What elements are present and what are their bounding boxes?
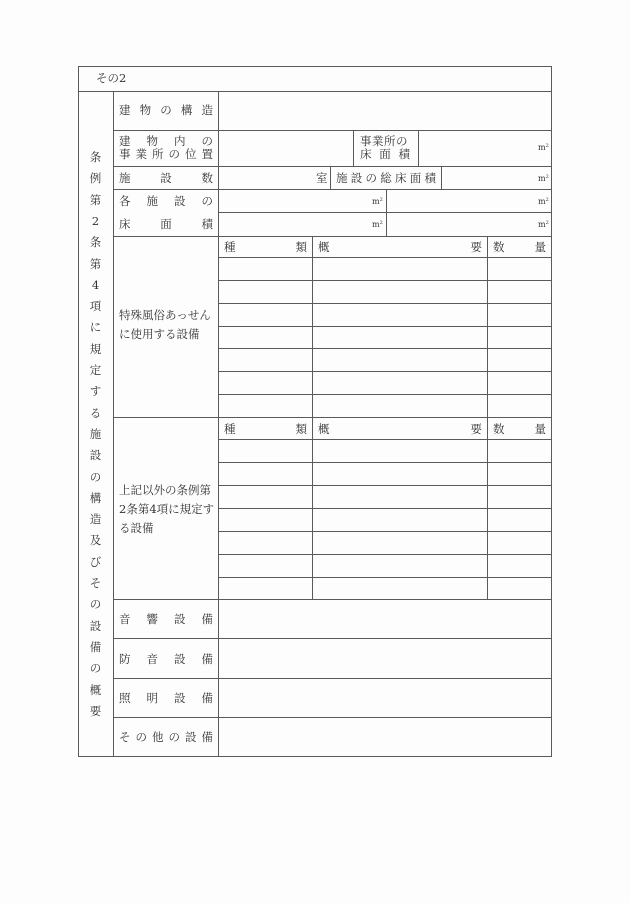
- side-heading-divider: [113, 91, 114, 757]
- equipment-summary-cell[interactable]: [317, 580, 482, 597]
- equipment-quantity-cell[interactable]: [492, 398, 546, 415]
- other-equipment-label-line2: 2条第4項に規定す: [119, 502, 215, 516]
- row-divider: [218, 554, 552, 555]
- label-char: 施: [146, 194, 158, 208]
- label-char: 備: [201, 730, 213, 744]
- label-char: 量: [534, 240, 546, 254]
- row-divider: [218, 326, 552, 327]
- label-char: の: [201, 194, 213, 208]
- label-char: 造: [201, 103, 213, 117]
- label-char: 建: [119, 103, 131, 117]
- row-divider: [218, 485, 552, 486]
- row-divider: [218, 348, 552, 349]
- row-divider: [218, 257, 552, 258]
- other-facilities-label: [119, 730, 213, 744]
- equipment-type-cell[interactable]: [223, 489, 307, 506]
- label-char: 床: [119, 217, 131, 231]
- total-floor-area-field[interactable]: [442, 167, 538, 189]
- lighting-equipment-label: [119, 691, 213, 705]
- equipment-type-cell[interactable]: [223, 376, 307, 393]
- side-heading-char: の: [89, 661, 102, 676]
- row-divider: [218, 531, 552, 532]
- equipment-quantity-cell[interactable]: [492, 261, 546, 278]
- room-unit: 室: [316, 171, 328, 185]
- equipment-quantity-cell[interactable]: [492, 512, 546, 529]
- label-char: 防: [119, 652, 131, 666]
- table-border-right: [551, 66, 552, 757]
- office-location-label-line2: [119, 147, 213, 161]
- unit-m: m: [538, 197, 546, 206]
- unit-m: m: [372, 220, 380, 229]
- label-char: 響: [146, 612, 158, 626]
- label-char: 床: [395, 171, 407, 185]
- label-char: 設: [350, 171, 363, 185]
- row-divider: [218, 508, 552, 509]
- equipment-summary-cell[interactable]: [317, 489, 482, 506]
- facility-count-label: [119, 171, 213, 185]
- side-heading-char: の: [89, 597, 102, 612]
- equipment-quantity-cell[interactable]: [492, 558, 546, 575]
- side-heading-char: 設: [89, 448, 102, 463]
- each-facility-area-label-line1: [119, 194, 213, 208]
- equipment-summary-cell[interactable]: [317, 398, 482, 415]
- label-char: の: [160, 103, 172, 117]
- equipment-summary-cell[interactable]: [317, 535, 482, 552]
- equipment-summary-cell[interactable]: [317, 376, 482, 393]
- table-border-top: [78, 66, 552, 67]
- label-char: 積: [424, 171, 436, 185]
- label-char: 概: [318, 422, 330, 436]
- side-heading-char: す: [89, 384, 102, 399]
- label-char: 所: [152, 147, 164, 161]
- label-char: 設: [174, 194, 186, 208]
- building-structure-field[interactable]: [219, 92, 551, 130]
- equipment-summary-cell[interactable]: [317, 512, 482, 529]
- unit-sup: 2: [379, 197, 383, 203]
- column-header-summary: [318, 240, 482, 254]
- column-header-type: [224, 240, 307, 254]
- side-heading-char: 条: [89, 150, 102, 164]
- label-char: 各: [119, 194, 131, 208]
- label-char: 音: [146, 652, 158, 666]
- label-char: の: [365, 171, 377, 185]
- label-char: 設: [185, 730, 197, 744]
- column-header-type: [224, 422, 307, 436]
- side-heading-char: 及: [89, 533, 102, 548]
- label-char: の: [135, 730, 147, 744]
- label-char: 物: [146, 134, 158, 148]
- other-equipment-label-line3: る設備: [119, 521, 154, 535]
- equipment-quantity-cell[interactable]: [492, 353, 546, 370]
- office-floor-area-field[interactable]: [419, 131, 539, 166]
- label-char: 施: [119, 171, 131, 185]
- equipment-quantity-cell[interactable]: [492, 466, 546, 483]
- label-char: 数: [201, 171, 213, 185]
- equipment-summary-cell[interactable]: [317, 558, 482, 575]
- sound-equipment-label: [119, 612, 213, 626]
- side-heading-char: 規: [89, 341, 102, 356]
- label-char: 設: [174, 691, 186, 705]
- label-char: の: [201, 134, 213, 148]
- row-divider: [218, 462, 552, 463]
- side-heading-char: 第: [89, 192, 102, 207]
- side-heading-char: 4: [91, 277, 100, 292]
- side-heading-char: 設: [89, 618, 102, 633]
- row-divider: [218, 577, 552, 578]
- equipment-quantity-cell[interactable]: [492, 489, 546, 506]
- side-heading-char: 構: [89, 490, 102, 505]
- label-char: 位: [185, 147, 197, 161]
- equipment-type-cell[interactable]: [223, 580, 307, 597]
- label-char: 構: [180, 103, 193, 117]
- office-floor-area-label-line1: 事業所の: [360, 134, 408, 148]
- label-char: 種: [224, 422, 236, 436]
- each-area-field-1[interactable]: [219, 190, 371, 212]
- side-heading-char: 要: [89, 703, 102, 718]
- building-structure-label: [119, 103, 213, 117]
- facility-count-field[interactable]: [219, 167, 315, 189]
- side-heading-char: 概: [89, 682, 102, 697]
- label-char: 業: [135, 147, 147, 161]
- each-area-field-4[interactable]: [387, 213, 537, 236]
- area-unit: [372, 220, 383, 230]
- equipment-quantity-cell[interactable]: [492, 307, 546, 324]
- column-header-quantity: [493, 240, 546, 254]
- side-heading-char: る: [89, 405, 102, 420]
- side-heading-char: 定: [89, 363, 102, 377]
- equipment-quantity-cell[interactable]: [492, 330, 546, 347]
- unit-m: m: [538, 220, 546, 229]
- unit-m: m: [372, 197, 380, 206]
- equipment-quantity-cell[interactable]: [492, 284, 546, 301]
- equipment-summary-cell[interactable]: [317, 284, 482, 301]
- col-divider: [353, 130, 354, 166]
- label-char: の: [168, 730, 180, 744]
- label-char: 音: [119, 612, 131, 626]
- special-equipment-label-line2: に使用する設備: [119, 327, 200, 341]
- equipment-summary-cell[interactable]: [317, 307, 482, 324]
- office-location-label-line1: [119, 134, 213, 148]
- office-location-field[interactable]: [219, 131, 353, 166]
- row-divider: [218, 394, 552, 395]
- side-heading-char: 備: [89, 639, 102, 654]
- equipment-summary-cell[interactable]: [317, 261, 482, 278]
- area-unit: [538, 220, 549, 230]
- equipment-summary-cell[interactable]: [317, 330, 482, 347]
- special-equipment-label-line1: 特殊風俗あっせん: [119, 308, 211, 322]
- lighting-equipment-field[interactable]: [219, 679, 551, 717]
- other-facilities-field[interactable]: [219, 718, 551, 756]
- label-char: 面: [409, 171, 422, 185]
- column-header-quantity: [493, 422, 546, 436]
- unit-sup: 2: [545, 174, 549, 180]
- equipment-quantity-cell[interactable]: [492, 376, 546, 393]
- unit-sup: 2: [379, 220, 383, 226]
- unit-m: m: [538, 143, 546, 152]
- equipment-summary-cell[interactable]: [317, 443, 482, 460]
- side-heading-char: に: [89, 320, 102, 335]
- label-char: 面: [379, 147, 391, 161]
- side-heading-char: 施: [89, 426, 102, 441]
- table-border-bottom: [78, 756, 552, 757]
- label-char: 要: [470, 240, 482, 254]
- side-heading-char: 条: [89, 235, 102, 250]
- section-divider: [113, 417, 552, 418]
- label-char: 照: [119, 691, 131, 705]
- label-char: 置: [201, 147, 213, 161]
- label-char: 概: [318, 240, 330, 254]
- label-char: 数: [493, 422, 505, 436]
- total-floor-area-label: [336, 171, 436, 185]
- side-heading-char: の: [89, 469, 102, 484]
- soundproof-equipment-field[interactable]: [219, 639, 551, 678]
- side-heading-char: び: [89, 554, 102, 569]
- equipment-type-cell[interactable]: [223, 512, 307, 529]
- label-char: 面: [160, 217, 172, 231]
- label-char: そ: [119, 730, 131, 744]
- label-char: 他: [152, 730, 164, 744]
- soundproof-equipment-label: [119, 652, 213, 666]
- row-divider: [218, 303, 552, 304]
- area-unit: [538, 143, 549, 153]
- label-char: 建: [119, 134, 131, 148]
- unit-sup: 2: [545, 197, 549, 203]
- office-floor-area-label-line2: [360, 147, 410, 161]
- label-char: 設: [160, 171, 172, 185]
- row-divider: [218, 439, 552, 440]
- label-char: 設: [174, 612, 186, 626]
- side-heading-char: 例: [89, 171, 102, 186]
- unit-sup: 2: [545, 220, 549, 226]
- area-unit: [538, 197, 549, 207]
- equipment-type-cell[interactable]: [223, 466, 307, 483]
- label-char: 積: [398, 147, 410, 161]
- column-header-summary: [318, 422, 482, 436]
- label-char: 内: [174, 134, 186, 148]
- label-char: 施: [336, 171, 348, 185]
- equipment-type-cell[interactable]: [223, 353, 307, 370]
- each-area-field-2[interactable]: [387, 190, 537, 212]
- row-divider: [218, 371, 552, 372]
- each-area-field-3[interactable]: [219, 213, 371, 236]
- unit-sup: 2: [545, 143, 549, 149]
- label-char: 積: [201, 217, 213, 231]
- label-char: 類: [295, 422, 307, 436]
- equipment-quantity-cell[interactable]: [492, 535, 546, 552]
- other-equipment-label-line1: 上記以外の条例第: [119, 483, 211, 497]
- label-char: 備: [201, 652, 213, 666]
- unit-m: m: [538, 174, 546, 183]
- label-char: 種: [224, 240, 236, 254]
- equipment-type-cell[interactable]: [223, 398, 307, 415]
- row-divider: [218, 280, 552, 281]
- label-char: 総: [380, 171, 392, 185]
- equipment-summary-cell[interactable]: [317, 466, 482, 483]
- label-char: 備: [201, 691, 213, 705]
- side-heading-char: そ: [89, 576, 102, 590]
- label-char: 備: [201, 612, 213, 626]
- equipment-quantity-cell[interactable]: [492, 443, 546, 460]
- side-heading-char: 2: [91, 213, 100, 228]
- equipment-type-cell[interactable]: [223, 261, 307, 278]
- equipment-type-cell[interactable]: [223, 443, 307, 460]
- each-facility-area-label-line2: [119, 217, 213, 231]
- label-char: 物: [139, 103, 152, 117]
- area-unit: [372, 197, 383, 207]
- equipment-type-cell[interactable]: [223, 535, 307, 552]
- side-heading-char: 造: [89, 512, 102, 527]
- side-heading-char: 項: [89, 299, 102, 314]
- sound-equipment-field[interactable]: [219, 600, 551, 638]
- equipment-quantity-cell[interactable]: [492, 580, 546, 597]
- equipment-type-cell[interactable]: [223, 284, 307, 301]
- col-divider: [330, 166, 331, 189]
- side-heading-char: 第: [89, 256, 102, 271]
- label-char: 設: [174, 652, 186, 666]
- area-unit: [538, 174, 549, 184]
- equipment-type-cell[interactable]: [223, 307, 307, 324]
- label-char: 量: [534, 422, 546, 436]
- equipment-type-cell[interactable]: [223, 330, 307, 347]
- equipment-type-cell[interactable]: [223, 558, 307, 575]
- label-char: の: [168, 147, 180, 161]
- label-char: 事: [119, 147, 131, 161]
- label-char: 床: [360, 147, 372, 161]
- label-char: 要: [470, 422, 482, 436]
- equipment-summary-cell[interactable]: [317, 353, 482, 370]
- label-char: 明: [146, 691, 158, 705]
- section-label: その2: [96, 71, 127, 85]
- label-char: 数: [493, 240, 505, 254]
- label-char: 類: [295, 240, 307, 254]
